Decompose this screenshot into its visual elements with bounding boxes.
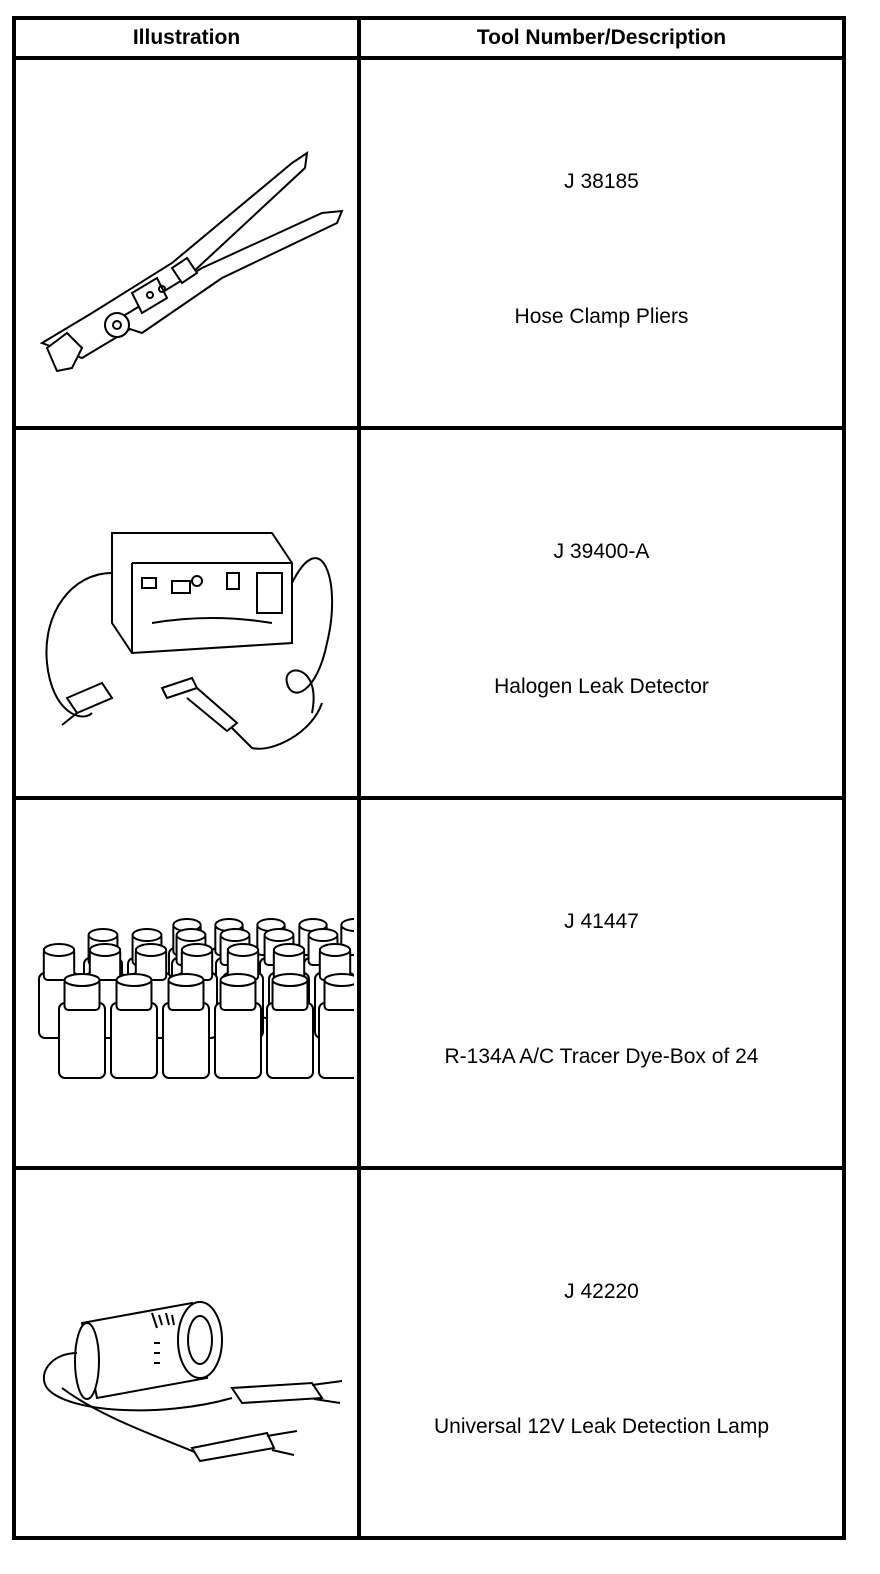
tracer-dye-bottles-icon (19, 833, 354, 1133)
table-row (14, 1168, 844, 1538)
illustration-cell (14, 428, 359, 798)
tool-number: J 38185 (564, 170, 639, 193)
illustration-cell (14, 58, 359, 428)
tool-number: J 42220 (564, 1280, 639, 1303)
bottle (267, 974, 313, 1078)
tool-number: J 41447 (564, 910, 639, 933)
tool-cell (359, 58, 844, 428)
header-illustration: Illustration (14, 18, 359, 58)
header-row (14, 18, 844, 58)
tool-description: Hose Clamp Pliers (514, 305, 689, 328)
tool-description: Halogen Leak Detector (494, 675, 709, 698)
tool-description: Universal 12V Leak Detection Lamp (433, 1415, 769, 1438)
illustration-cell (14, 1168, 359, 1538)
illustration-cell (14, 798, 359, 1168)
bottle (59, 974, 105, 1078)
table-row (14, 58, 844, 428)
hose-clamp-pliers-icon (22, 93, 352, 393)
tool-cell (359, 428, 844, 798)
tool-description: R-134A A/C Tracer Dye-Box of 24 (444, 1045, 759, 1068)
tool-cell (359, 1168, 844, 1538)
header-tool-number-description: Tool Number/Description (359, 18, 844, 58)
bottle (111, 974, 157, 1078)
leak-detection-lamp-icon (22, 1203, 352, 1503)
table-row (14, 428, 844, 798)
bottle (319, 974, 354, 1078)
bottle (163, 974, 209, 1078)
table-row (14, 798, 844, 1168)
bottle (215, 974, 261, 1078)
tool-table (12, 16, 846, 1540)
tool-number: J 39400-A (553, 540, 650, 563)
halogen-leak-detector-icon (22, 463, 352, 763)
tool-cell (359, 798, 844, 1168)
